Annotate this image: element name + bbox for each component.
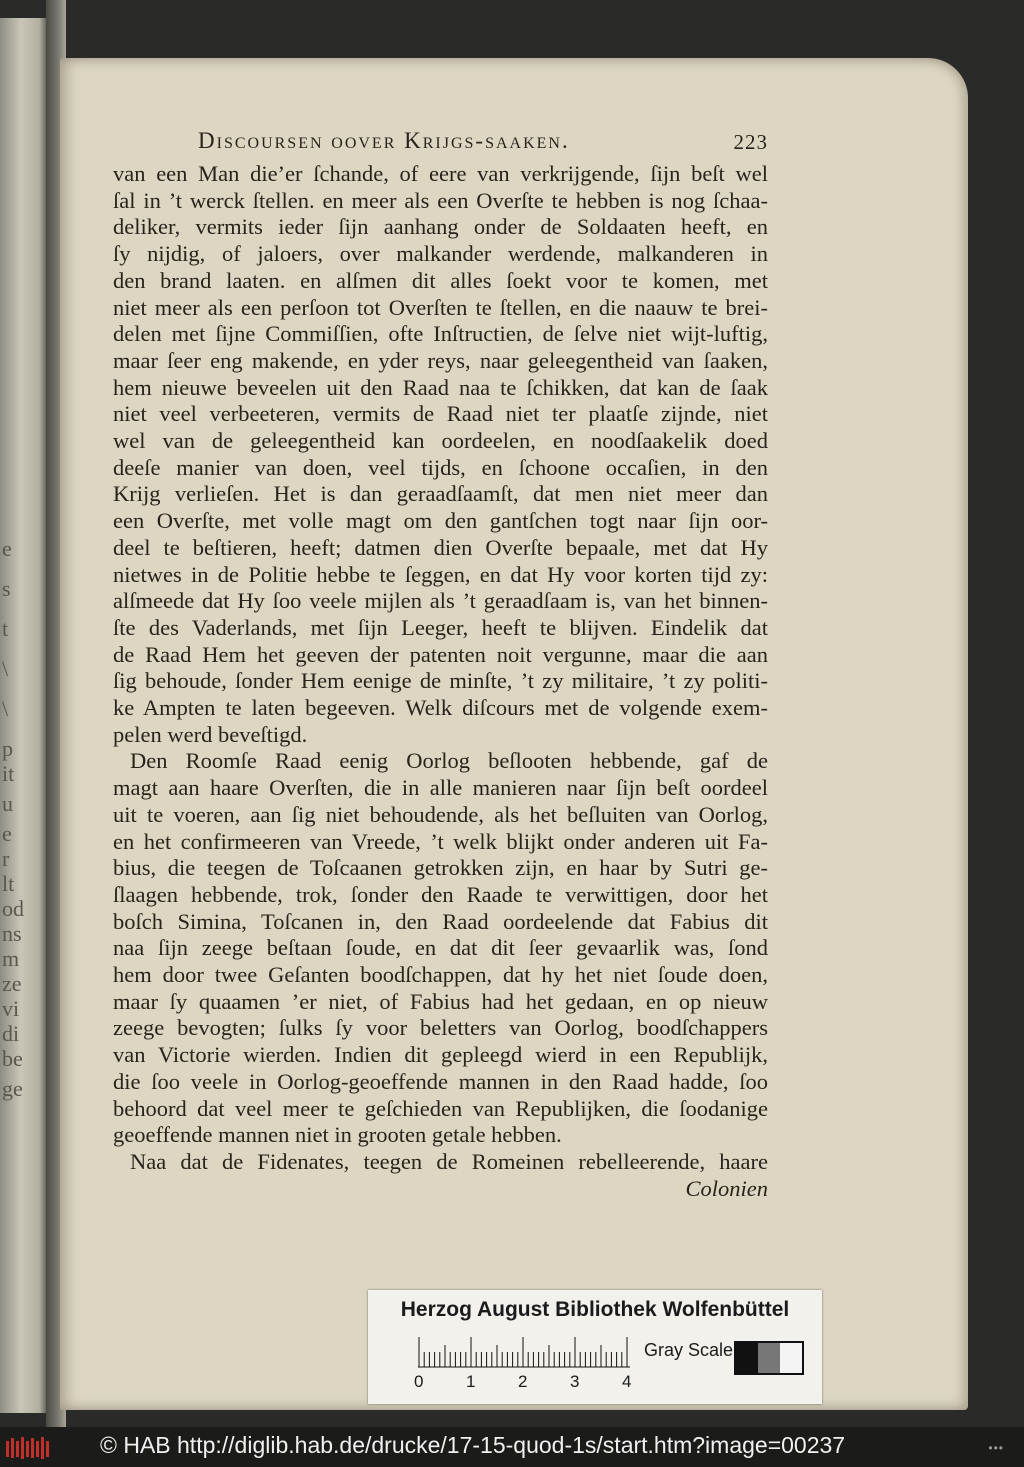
text-line: pelen werd beveſtigd.: [113, 721, 308, 747]
prev-page-text-fragment: e: [2, 536, 12, 561]
hab-logo-icon: [6, 1435, 50, 1461]
prev-page-text-fragment: be: [2, 1046, 23, 1071]
copyright-url[interactable]: © HAB http://diglib.hab.de/drucke/17-15-quod-1s/start.htm?image=00237: [100, 1432, 846, 1458]
text-line: niet meer als een perſoon tot Overſten te ſtellen, en die naauw te brei-: [113, 294, 768, 320]
gray-swatch: [736, 1343, 758, 1373]
ruler-number: 2: [518, 1372, 528, 1391]
previous-page-edge: [0, 18, 46, 1413]
text-line: deeſe manier van doen, veel tijds, en ſchoone occaſien, in den: [113, 454, 768, 480]
prev-page-text-fragment: lt: [2, 871, 15, 896]
text-line: ſy nijdig, of jaloers, over malkander werdende, malkanderen in: [113, 241, 768, 267]
text-line: wel van de geleegentheid kan oordeelen, en noodſaakelik doed: [113, 428, 768, 453]
text-line: en het confirmeeren van Vreede, ’t welk blijkt onder anderen uit Fa-: [113, 828, 768, 854]
prev-page-text-fragment: m: [2, 946, 20, 971]
running-head: [198, 128, 768, 160]
text-line: magt aan haare Overſten, die in alle manieren naar ſijn beſt oordeel: [113, 775, 768, 801]
text-line: den brand laaten. en alſmen dit alles ſoekt voor te komen, met: [113, 267, 768, 293]
text-line: die ſoo veele in Oorlog-geoeffende mannen in den Raad hadde, ſoo: [113, 1068, 768, 1094]
text-line: uit te voeren, aan ſig niet behoudende, als het beſluiten van Oorlog,: [113, 801, 768, 827]
text-line: behoord dat veel meer te geſchieden van Republijken, die ſoodanige: [113, 1095, 768, 1121]
footer-bar: [0, 1427, 1024, 1467]
text-line: bius, die teegen de Toſcaanen getrokken zijn, en haar by Sutri ge-: [113, 855, 768, 881]
text-line: zeege bevogten; ſulks ſy voor beletters van Oorlog, boodſchappers: [113, 1015, 768, 1041]
text-line: een Overſte, met volle magt om den gantſchen togt naar ſijn oor-: [113, 508, 768, 534]
text-line: maar ſeer eng makende, en yder reys, naar geleegentheid van ſaaken,: [113, 347, 768, 373]
gray-swatch: [780, 1343, 802, 1373]
prev-page-text-fragment: \: [2, 696, 9, 721]
prev-page-text-fragment: it: [2, 761, 15, 786]
prev-page-text-fragment: u: [2, 791, 13, 816]
text-line: ke Ampten te laten begeeven. Welk diſcours met de volgende exem-: [113, 695, 768, 720]
text-line: alſmeede dat Hy ſoo veele mijlen als ’t geraadſaam is, van het binnen-: [113, 588, 768, 614]
gray-scale-label: Gray Scale: [644, 1340, 734, 1360]
prev-page-text-fragment: ge: [2, 1076, 23, 1101]
text-line: naa ſijn zeege beſtaan ſoude, en dat dit ſeer gevaarlik was, ſond: [113, 935, 768, 961]
text-line: ſig behoude, ſonder Hem eenige de minſte, ’t zy militaire, ’t zy politi-: [113, 668, 768, 694]
page-number: 223: [733, 130, 768, 154]
text-line: van een Man die’er ſchande, of eere van verkrijgende, ſijn beſt wel: [113, 161, 768, 186]
text-line: nietwes in de Politie hebbe te ſeggen, en dat Hy voor korten tijd zy:: [113, 561, 768, 587]
ruler-numbers: [414, 1372, 639, 1394]
prev-page-text-fragment: r: [2, 846, 10, 871]
ruler-number: 1: [466, 1372, 476, 1391]
gray-scale-bar: [734, 1341, 804, 1375]
more-options-icon[interactable]: •••: [988, 1441, 1004, 1455]
text-line: deel te beſtieren, heeft; datmen dien Overſte bepaale, met dat Hy: [113, 534, 768, 560]
text-line: Den Roomſe Raad eenig Oorlog beſlooten hebbende, gaf de: [130, 748, 768, 774]
prev-page-text-fragment: \: [2, 656, 9, 681]
text-line: ſte des Vaderlands, met ſijn Leeger, heeft te blijven. Eindelik dat: [113, 614, 768, 640]
text-line: van Victorie wierden. Indien dit gepleegd wierd in een Republijk,: [113, 1042, 768, 1068]
ruler-number: 0: [414, 1372, 424, 1391]
text-line: de Raad Hem het geeven der patenten noit vergunne, maar die aan: [113, 641, 768, 667]
text-line: Colonien: [685, 1175, 768, 1201]
text-line: deliker, vermits ieder ſijn aanhang onder de Soldaaten heeft, en: [113, 214, 768, 240]
running-title: Discoursen oover Krijgs-saaken.: [198, 128, 570, 153]
library-color-badge: [368, 1290, 822, 1404]
text-line: Naa dat de Fidenates, teegen de Romeinen rebelleerende, haare: [130, 1148, 768, 1174]
text-line: ſal in ’t werck ſtellen. en meer als een Overſte te hebben is nog ſchaa-: [113, 187, 768, 213]
prev-page-text-fragment: t: [2, 616, 9, 641]
ruler-number: 3: [570, 1372, 580, 1391]
text-line: maar ſy quaamen ’er niet, of Fabius had het gedaan, en op nieuw: [113, 988, 768, 1014]
library-name: Herzog August Bibliothek Wolfenbüttel: [400, 1298, 790, 1321]
ruler-number: 4: [622, 1372, 632, 1391]
prev-page-text-fragment: p: [2, 736, 13, 761]
text-line: delen met ſijne Commiſſien, ofte Inſtructien, de ſelve niet wijt-luftig,: [113, 321, 768, 347]
prev-page-text-fragment: ze: [2, 971, 22, 996]
ruler-scale: [418, 1336, 633, 1368]
prev-page-text-fragment: di: [2, 1021, 20, 1046]
prev-page-text-fragment: ns: [2, 921, 22, 946]
text-line: ſlaagen hebbende, trok, ſonder den Raade te verwittigen, door het: [113, 881, 768, 907]
prev-page-text-fragment: e: [2, 821, 12, 846]
text-line: hem door twee Geſanten boodſchappen, dat hy het niet ſoude doen,: [113, 962, 768, 987]
text-line: boſch Simina, Toſcanen in, den Raad oordeelende dat Fabius dit: [113, 908, 768, 934]
prev-page-text-fragment: vi: [2, 996, 20, 1021]
text-line: Krijg verlieſen. Het is dan geraadſaamſt, dat men niet meer dan: [113, 481, 768, 507]
text-line: hem nieuwe beveelen uit den Raad naa te ſchikken, dat kan de ſaak: [113, 374, 768, 400]
prev-page-text-fragment: od: [2, 896, 24, 921]
text-line: niet veel verbeeteren, vermits de Raad niet ter plaatſe zijnde, niet: [113, 401, 768, 427]
text-line: geoeffende mannen niet in grooten getale hebben.: [113, 1122, 562, 1148]
gray-swatch: [758, 1343, 780, 1373]
prev-page-text-fragment: s: [2, 576, 11, 601]
